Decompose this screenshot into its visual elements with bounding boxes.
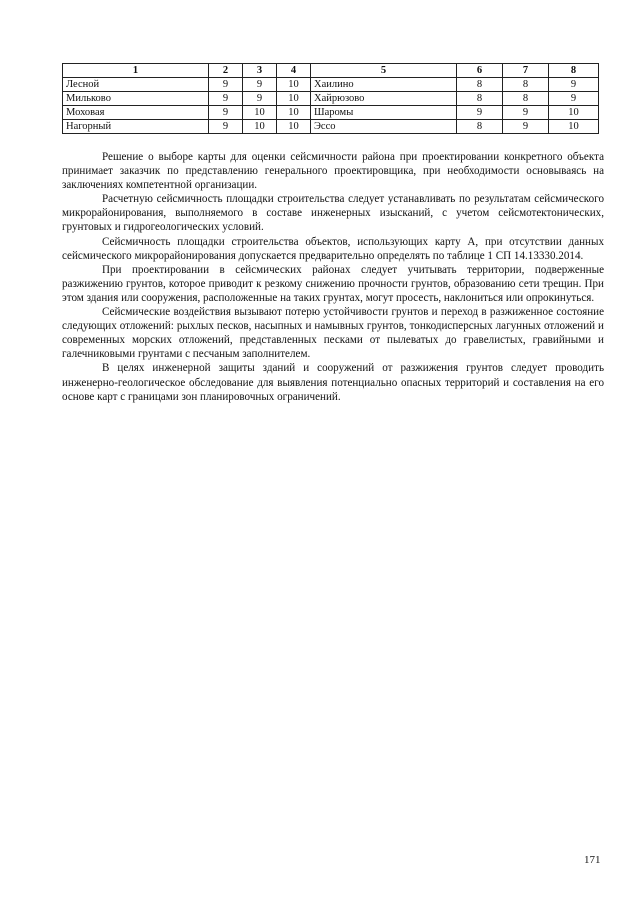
intensity-cell: 8 xyxy=(503,78,549,92)
settlement-name-cell: Шаромы xyxy=(311,106,457,120)
intensity-cell: 10 xyxy=(549,120,599,134)
paragraph: Сейсмические воздействия вызывают потерю устойчивости грунтов и переход в разжиженное состояние следующих отложений: рыхлых песков, насыпных и намывных грунтов, тонкодисперсных лагунных отложений и современных морских отложений, представленных песками от пылеватых до гравелистых, гравийными и галечниковыми грунтами с песчаным заполнителем. xyxy=(62,306,604,361)
intensity-cell: 10 xyxy=(277,106,311,120)
table-header-row xyxy=(63,64,599,78)
table-header-cell: 6 xyxy=(457,64,503,78)
paragraph: Решение о выборе карты для оценки сейсмичности района при проектировании конкретного объекта принимает заказчик по представлению генерального проектировщика, при необходимости основываясь на заключениях компетентной организации. xyxy=(62,151,604,192)
table-header-cell: 8 xyxy=(549,64,599,78)
intensity-cell: 10 xyxy=(243,120,277,134)
table-header-cell: 5 xyxy=(311,64,457,78)
intensity-cell: 9 xyxy=(243,92,277,106)
intensity-cell: 10 xyxy=(277,78,311,92)
intensity-cell: 9 xyxy=(243,78,277,92)
intensity-cell: 8 xyxy=(457,120,503,134)
table-header-cell: 3 xyxy=(243,64,277,78)
intensity-cell: 9 xyxy=(549,92,599,106)
intensity-cell: 9 xyxy=(457,106,503,120)
intensity-cell: 9 xyxy=(209,120,243,134)
page-number: 171 xyxy=(584,854,601,866)
paragraph: Сейсмичность площадки строительства объектов, использующих карту А, при отсутствии данных сейсмического микрорайонирования допускается предварительно определять по таблице 1 СП 14.13330.2014. xyxy=(62,235,604,262)
intensity-cell: 10 xyxy=(277,120,311,134)
settlement-name-cell: Моховая xyxy=(63,106,209,120)
table-row xyxy=(63,78,599,92)
paragraph: В целях инженерной защиты зданий и сооружений от разжижения грунтов следует проводить инженерно-геологическое обследование для выявления потенциально опасных территорий и составления на его основе карт с границами зон планировочных ограничений. xyxy=(62,362,604,403)
settlement-name-cell: Лесной xyxy=(63,78,209,92)
intensity-cell: 9 xyxy=(209,78,243,92)
table-header-cell: 4 xyxy=(277,64,311,78)
table-row xyxy=(63,92,599,106)
intensity-cell: 9 xyxy=(209,106,243,120)
table-header-cell: 2 xyxy=(209,64,243,78)
table-header-cell: 7 xyxy=(503,64,549,78)
intensity-cell: 9 xyxy=(549,78,599,92)
intensity-cell: 10 xyxy=(243,106,277,120)
settlement-name-cell: Нагорный xyxy=(63,120,209,134)
intensity-cell: 8 xyxy=(457,92,503,106)
settlement-name-cell: Хайрюзово xyxy=(311,92,457,106)
intensity-cell: 10 xyxy=(549,106,599,120)
intensity-cell: 8 xyxy=(503,92,549,106)
table-row xyxy=(63,106,599,120)
intensity-cell: 9 xyxy=(503,106,549,120)
settlement-name-cell: Мильково xyxy=(63,92,209,106)
settlement-name-cell: Хаилино xyxy=(311,78,457,92)
table-header-cell: 1 xyxy=(63,64,209,78)
settlement-name-cell: Эссо xyxy=(311,120,457,134)
paragraph: Расчетную сейсмичность площадки строительства следует устанавливать по результатам сейсмического микрорайонирования, выполняемого в составе инженерных изысканий, с учетом сейсмотектонических, грунтовых и гидрогеологических условий. xyxy=(62,193,604,234)
body-text xyxy=(62,150,604,404)
intensity-cell: 8 xyxy=(457,78,503,92)
seismicity-table xyxy=(62,63,599,134)
intensity-cell: 9 xyxy=(503,120,549,134)
table-row xyxy=(63,120,599,134)
intensity-cell: 10 xyxy=(277,92,311,106)
paragraph: При проектировании в сейсмических районах следует учитывать территории, подверженные разжижению грунтов, которое приводит к резкому снижению прочности грунтов, образованию сети трещин. При этом здания или сооружения, расположенные на таких грунтах, могут просесть, наклониться или опрокинуться. xyxy=(62,263,604,304)
intensity-cell: 9 xyxy=(209,92,243,106)
